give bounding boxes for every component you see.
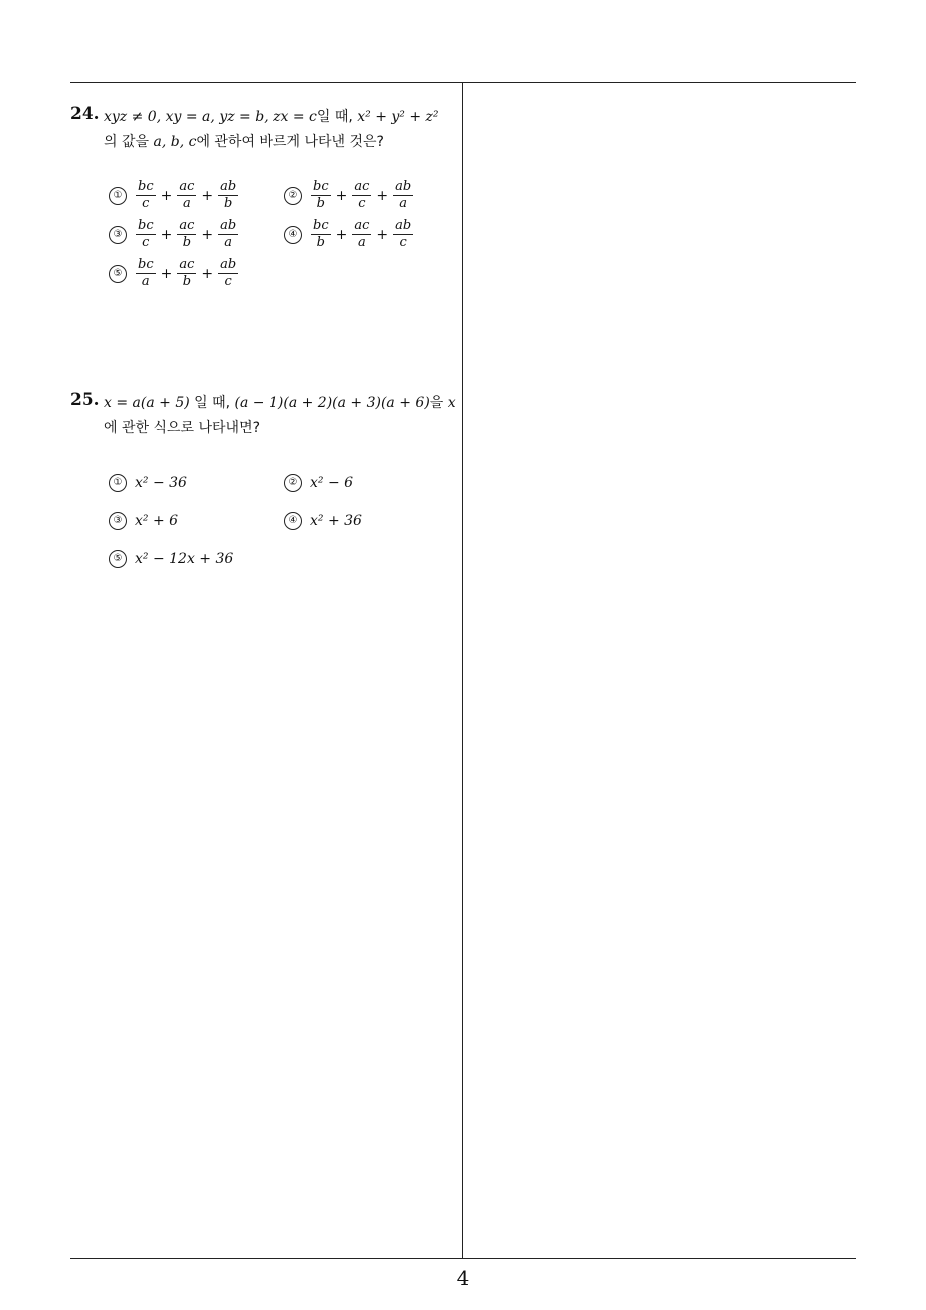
q25-var-x: x xyxy=(447,395,456,411)
fraction xyxy=(218,180,238,211)
q25-line2: 에 관한 식으로 나타내면? xyxy=(104,420,261,436)
fraction xyxy=(393,219,413,250)
fraction-denominator: c xyxy=(358,196,366,211)
q25-cond: x = a(a + 5) xyxy=(104,395,190,411)
q24-cond4: zx = c xyxy=(273,109,317,125)
plus-sign: + xyxy=(335,226,348,243)
choice-expression xyxy=(135,258,239,289)
fraction-denominator: b xyxy=(182,235,192,250)
plus-sign: + xyxy=(376,187,389,204)
q24-cond3: yz = b, xyxy=(219,109,269,125)
fraction-numerator: bc xyxy=(138,179,154,194)
fraction-denominator: a xyxy=(182,196,191,211)
fraction-numerator: ab xyxy=(395,179,412,194)
q24-choice-4[interactable] xyxy=(284,219,414,250)
choice-number-4: ④ xyxy=(284,512,302,530)
fraction-denominator: c xyxy=(142,235,150,250)
choice-number-2: ② xyxy=(284,474,302,492)
q25-choice-1[interactable] xyxy=(109,474,187,492)
choice-number-5: ⑤ xyxy=(109,550,127,568)
plus-sign: + xyxy=(160,226,173,243)
q25-eul: 을 xyxy=(429,395,444,411)
plus-sign: + xyxy=(201,265,214,282)
q25-choice-4[interactable] xyxy=(284,512,362,530)
q24-line2-b: 에 관하여 바르게 나타낸 것은? xyxy=(196,134,384,150)
choice-text: x² − 12x + 36 xyxy=(135,551,234,567)
choice-number-3: ③ xyxy=(109,226,127,244)
q24-cond1: xyz ≠ 0, xyxy=(104,109,162,125)
fraction-numerator: bc xyxy=(138,257,154,272)
fraction-numerator: ab xyxy=(395,218,412,233)
fraction-denominator: a xyxy=(399,196,408,211)
fraction-numerator: ac xyxy=(354,218,370,233)
plus-sign: + xyxy=(201,187,214,204)
fraction-denominator: b xyxy=(182,274,192,289)
q24-when: 일 때, xyxy=(316,109,353,125)
fraction-numerator: ac xyxy=(179,218,195,233)
q25-stem-line1 xyxy=(104,392,456,412)
choice-text: x² + 6 xyxy=(135,513,179,529)
choice-number-1: ① xyxy=(109,474,127,492)
plus-sign: + xyxy=(160,265,173,282)
choice-expression xyxy=(135,180,239,211)
fraction xyxy=(136,180,156,211)
fraction-numerator: ac xyxy=(354,179,370,194)
fraction-denominator: b xyxy=(316,196,325,211)
choice-number-5: ⑤ xyxy=(109,265,127,283)
top-rule xyxy=(70,82,856,83)
q25-number: 25. xyxy=(70,390,100,410)
fraction xyxy=(311,180,331,211)
q24-number: 24. xyxy=(70,104,100,124)
q25-choice-5[interactable] xyxy=(109,550,233,568)
fraction xyxy=(136,258,156,289)
fraction-denominator: c xyxy=(399,235,407,250)
q25-choice-3[interactable] xyxy=(109,512,178,530)
q24-vars: a, b, c xyxy=(153,134,197,150)
q25-choice-2[interactable] xyxy=(284,474,353,492)
fraction-numerator: ac xyxy=(179,179,195,194)
column-divider xyxy=(462,82,463,1259)
fraction xyxy=(177,180,196,211)
fraction-denominator: a xyxy=(357,235,366,250)
page-number: 4 xyxy=(456,1266,470,1290)
fraction-denominator: b xyxy=(316,235,325,250)
choice-number-1: ① xyxy=(109,187,127,205)
q24-target-expr: x² + y² + z² xyxy=(357,109,439,125)
fraction xyxy=(393,180,413,211)
fraction-numerator: bc xyxy=(138,218,154,233)
choice-expression xyxy=(310,219,414,250)
q24-choice-2[interactable] xyxy=(284,180,414,211)
fraction xyxy=(352,180,371,211)
q25-expr: (a − 1)(a + 2)(a + 3)(a + 6) xyxy=(234,395,430,411)
q24-cond2: xy = a, xyxy=(165,109,215,125)
q24-choice-1[interactable] xyxy=(109,180,239,211)
q24-line2-a: 의 값을 xyxy=(104,134,150,150)
fraction-numerator: ab xyxy=(220,218,237,233)
fraction-denominator: b xyxy=(223,196,233,211)
q24-choice-5[interactable] xyxy=(109,258,239,289)
fraction-denominator: c xyxy=(224,274,232,289)
bottom-rule xyxy=(70,1258,856,1259)
fraction-numerator: ab xyxy=(220,257,237,272)
fraction xyxy=(177,258,196,289)
q25-stem-line2 xyxy=(104,417,260,437)
choice-number-3: ③ xyxy=(109,512,127,530)
fraction xyxy=(177,219,196,250)
fraction xyxy=(218,219,238,250)
plus-sign: + xyxy=(160,187,173,204)
fraction-numerator: ac xyxy=(179,257,195,272)
choice-expression xyxy=(310,180,414,211)
choice-text: x² − 6 xyxy=(310,475,354,491)
fraction xyxy=(311,219,331,250)
plus-sign: + xyxy=(376,226,389,243)
choice-text: x² + 36 xyxy=(310,513,362,529)
fraction-denominator: a xyxy=(141,274,150,289)
q24-stem-line1 xyxy=(104,106,439,126)
q24-stem-line2 xyxy=(104,131,384,151)
choice-expression xyxy=(135,219,239,250)
fraction-denominator: a xyxy=(224,235,233,250)
fraction xyxy=(352,219,371,250)
fraction-numerator: ab xyxy=(220,179,237,194)
choice-text: x² − 36 xyxy=(135,475,187,491)
choice-number-2: ② xyxy=(284,187,302,205)
fraction-numerator: bc xyxy=(313,179,329,194)
fraction-numerator: bc xyxy=(313,218,329,233)
q25-when: 일 때, xyxy=(194,395,231,411)
plus-sign: + xyxy=(335,187,348,204)
fraction xyxy=(136,219,156,250)
fraction-denominator: c xyxy=(142,196,150,211)
fraction xyxy=(218,258,238,289)
q24-choice-3[interactable] xyxy=(109,219,239,250)
choice-number-4: ④ xyxy=(284,226,302,244)
plus-sign: + xyxy=(201,226,214,243)
